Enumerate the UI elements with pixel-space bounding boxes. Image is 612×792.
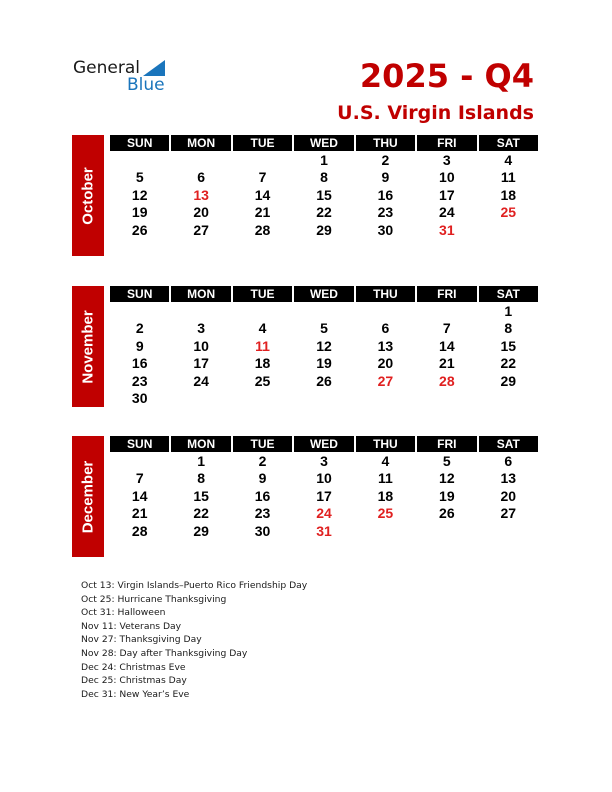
weekday-header: THU	[355, 286, 416, 302]
day-cell: 10	[439, 169, 455, 186]
empty-day-cell	[232, 302, 293, 320]
holiday-entry: Oct 13: Virgin Islands–Puerto Rico Friendship Day	[81, 580, 308, 591]
day-cell: 29	[500, 372, 517, 389]
week-row	[109, 355, 539, 373]
day-cell: 13	[377, 337, 394, 354]
day-cell: 22	[316, 204, 332, 221]
day-cell: 19	[439, 487, 455, 504]
day-cell: 20	[193, 204, 209, 221]
holiday-entry: Oct 31: Halloween	[81, 607, 166, 619]
day-cell: 5	[442, 452, 451, 469]
weekday-header-row	[109, 135, 539, 151]
day-cell: 15	[316, 186, 332, 203]
logo-flag-icon	[143, 60, 165, 76]
weekday-header: SAT	[478, 286, 539, 302]
day-cell: 31	[316, 522, 332, 539]
month-grid	[108, 286, 540, 407]
day-cell: 21	[131, 505, 148, 522]
day-cell: 12	[131, 186, 148, 203]
day-cell: 30	[254, 522, 271, 539]
empty-day-cell	[293, 390, 354, 408]
day-cell: 2	[381, 151, 390, 168]
day-cell: 6	[197, 169, 206, 186]
weekday-header: TUE	[232, 286, 293, 302]
day-cell: 11	[377, 470, 393, 487]
empty-day-cell	[416, 302, 477, 320]
weekday-header: SUN	[109, 436, 170, 452]
holiday-list	[81, 579, 307, 701]
week-row	[109, 186, 539, 204]
weekday-header: FRI	[416, 135, 477, 151]
weekday-header: MON	[170, 286, 231, 302]
day-cell: 23	[377, 204, 394, 221]
day-cell: 8	[320, 169, 328, 186]
week-row	[109, 337, 539, 355]
empty-day-cell	[416, 522, 477, 540]
day-cell: 20	[500, 487, 517, 504]
day-cell: 28	[131, 522, 148, 539]
day-cell: 18	[377, 487, 394, 504]
brand-logo	[73, 58, 165, 95]
empty-day-cell	[478, 221, 539, 239]
day-cell: 25	[500, 204, 517, 221]
day-cell: 3	[320, 452, 328, 469]
day-cell: 26	[439, 505, 455, 522]
day-cell: 12	[316, 337, 332, 354]
region-subtitle: U.S. Virgin Islands	[337, 102, 534, 124]
weekday-header: SUN	[109, 135, 170, 151]
weekday-header: FRI	[416, 286, 477, 302]
week-row	[109, 470, 539, 488]
week-row	[109, 505, 539, 523]
week-row	[109, 452, 539, 470]
day-cell: 17	[439, 186, 455, 203]
empty-day-cell	[478, 390, 539, 408]
day-cell: 19	[131, 204, 148, 221]
day-cell: 11	[500, 169, 516, 186]
week-row	[109, 221, 539, 239]
week-row	[109, 372, 539, 390]
day-cell: 10	[316, 470, 332, 487]
day-cell: 14	[254, 186, 271, 203]
empty-day-cell	[232, 390, 293, 408]
week-row	[109, 487, 539, 505]
month-name: December	[79, 460, 97, 533]
month-name: November	[79, 309, 97, 384]
day-cell: 9	[381, 169, 390, 186]
empty-day-cell	[293, 302, 354, 320]
holiday-entry: Nov 11: Veterans Day	[81, 620, 182, 632]
day-cell: 9	[258, 470, 267, 487]
empty-day-cell	[232, 151, 293, 169]
day-cell: 25	[254, 372, 271, 389]
day-cell: 5	[320, 320, 328, 337]
day-cell: 28	[439, 372, 455, 389]
week-row	[109, 390, 539, 408]
month-grid	[108, 135, 540, 239]
empty-day-cell	[170, 302, 231, 320]
week-row	[109, 204, 539, 222]
empty-day-cell	[478, 522, 539, 540]
day-cell: 5	[135, 169, 144, 186]
day-cell: 22	[193, 505, 209, 522]
day-cell: 28	[254, 221, 271, 238]
weekday-header: WED	[293, 286, 354, 302]
day-cell: 1	[320, 151, 328, 168]
day-cell: 8	[197, 470, 206, 487]
week-row	[109, 151, 539, 169]
day-cell: 31	[439, 221, 455, 238]
day-cell: 16	[377, 186, 394, 203]
day-cell: 17	[316, 487, 332, 504]
week-row	[109, 302, 539, 320]
day-cell: 24	[193, 372, 209, 389]
month-label-bar	[72, 286, 104, 407]
day-cell: 14	[131, 487, 148, 504]
day-cell: 21	[254, 204, 271, 221]
empty-day-cell	[170, 151, 231, 169]
day-cell: 1	[504, 302, 513, 319]
week-row	[109, 320, 539, 338]
weekday-header: THU	[355, 436, 416, 452]
day-cell: 7	[135, 470, 144, 487]
day-cell: 7	[258, 169, 267, 186]
day-cell: 23	[131, 372, 148, 389]
day-cell: 4	[258, 320, 267, 337]
page-title: 2025 - Q4	[359, 57, 534, 95]
day-cell: 24	[439, 204, 455, 221]
holiday-entry: Dec 25: Christmas Day	[81, 675, 187, 687]
day-cell: 6	[504, 452, 513, 469]
weekday-header: SUN	[109, 286, 170, 302]
day-cell: 11	[255, 337, 270, 354]
week-row	[109, 169, 539, 187]
day-cell: 3	[442, 151, 451, 168]
day-cell: 1	[197, 452, 206, 469]
day-cell: 13	[193, 186, 209, 203]
weekday-header: MON	[170, 135, 231, 151]
empty-day-cell	[170, 390, 231, 408]
weekday-header-row	[109, 436, 539, 452]
day-cell: 14	[439, 337, 455, 354]
day-cell: 16	[254, 487, 271, 504]
month-grid	[108, 436, 540, 540]
day-cell: 7	[442, 320, 451, 337]
day-cell: 22	[500, 355, 517, 372]
holiday-entry: Dec 31: New Year’s Eve	[81, 688, 190, 700]
weekday-header: TUE	[232, 135, 293, 151]
day-cell: 6	[381, 320, 390, 337]
logo-text-general: General	[73, 58, 140, 78]
day-cell: 23	[254, 505, 271, 522]
day-cell: 24	[316, 505, 332, 522]
day-cell: 25	[377, 505, 394, 522]
empty-day-cell	[109, 151, 170, 169]
day-cell: 15	[500, 337, 517, 354]
day-cell: 26	[316, 372, 332, 389]
day-cell: 18	[500, 186, 517, 203]
day-cell: 18	[254, 355, 271, 372]
day-cell: 27	[377, 372, 394, 389]
day-cell: 19	[316, 355, 332, 372]
day-cell: 30	[131, 390, 148, 407]
day-cell: 13	[500, 470, 517, 487]
month-label-bar	[72, 135, 104, 256]
empty-day-cell	[109, 452, 170, 470]
weekday-header: FRI	[416, 436, 477, 452]
day-cell: 27	[193, 221, 209, 238]
week-row	[109, 522, 539, 540]
weekday-header: MON	[170, 436, 231, 452]
day-cell: 26	[131, 221, 148, 238]
day-cell: 12	[439, 470, 455, 487]
day-cell: 20	[377, 355, 394, 372]
weekday-header-row	[109, 286, 539, 302]
weekday-header: WED	[293, 135, 354, 151]
weekday-header: WED	[293, 436, 354, 452]
day-cell: 29	[193, 522, 209, 539]
holiday-entry: Dec 24: Christmas Eve	[81, 661, 186, 673]
day-cell: 4	[381, 452, 390, 469]
day-cell: 17	[193, 355, 209, 372]
empty-day-cell	[416, 390, 477, 408]
day-cell: 29	[316, 221, 332, 238]
day-cell: 2	[258, 452, 267, 469]
empty-day-cell	[355, 390, 416, 408]
day-cell: 2	[135, 320, 144, 337]
weekday-header: SAT	[478, 436, 539, 452]
weekday-header: SAT	[478, 135, 539, 151]
month-name: October	[79, 166, 97, 225]
day-cell: 30	[377, 221, 394, 238]
empty-day-cell	[355, 302, 416, 320]
holiday-entry: Nov 27: Thanksgiving Day	[81, 634, 202, 646]
day-cell: 27	[500, 505, 517, 522]
day-cell: 16	[131, 355, 148, 372]
logo-text-blue: Blue	[127, 75, 165, 95]
day-cell: 9	[135, 337, 144, 354]
weekday-header: TUE	[232, 436, 293, 452]
day-cell: 4	[504, 151, 513, 168]
day-cell: 15	[193, 487, 209, 504]
day-cell: 10	[193, 337, 209, 354]
holiday-entry: Nov 28: Day after Thanksgiving Day	[81, 647, 248, 659]
empty-day-cell	[355, 522, 416, 540]
month-label-bar	[72, 436, 104, 557]
day-cell: 21	[439, 355, 455, 372]
weekday-header: THU	[355, 135, 416, 151]
day-cell: 3	[197, 320, 206, 337]
day-cell: 8	[504, 320, 513, 337]
holiday-entry: Oct 25: Hurricane Thanksgiving	[81, 593, 227, 605]
empty-day-cell	[109, 302, 170, 320]
